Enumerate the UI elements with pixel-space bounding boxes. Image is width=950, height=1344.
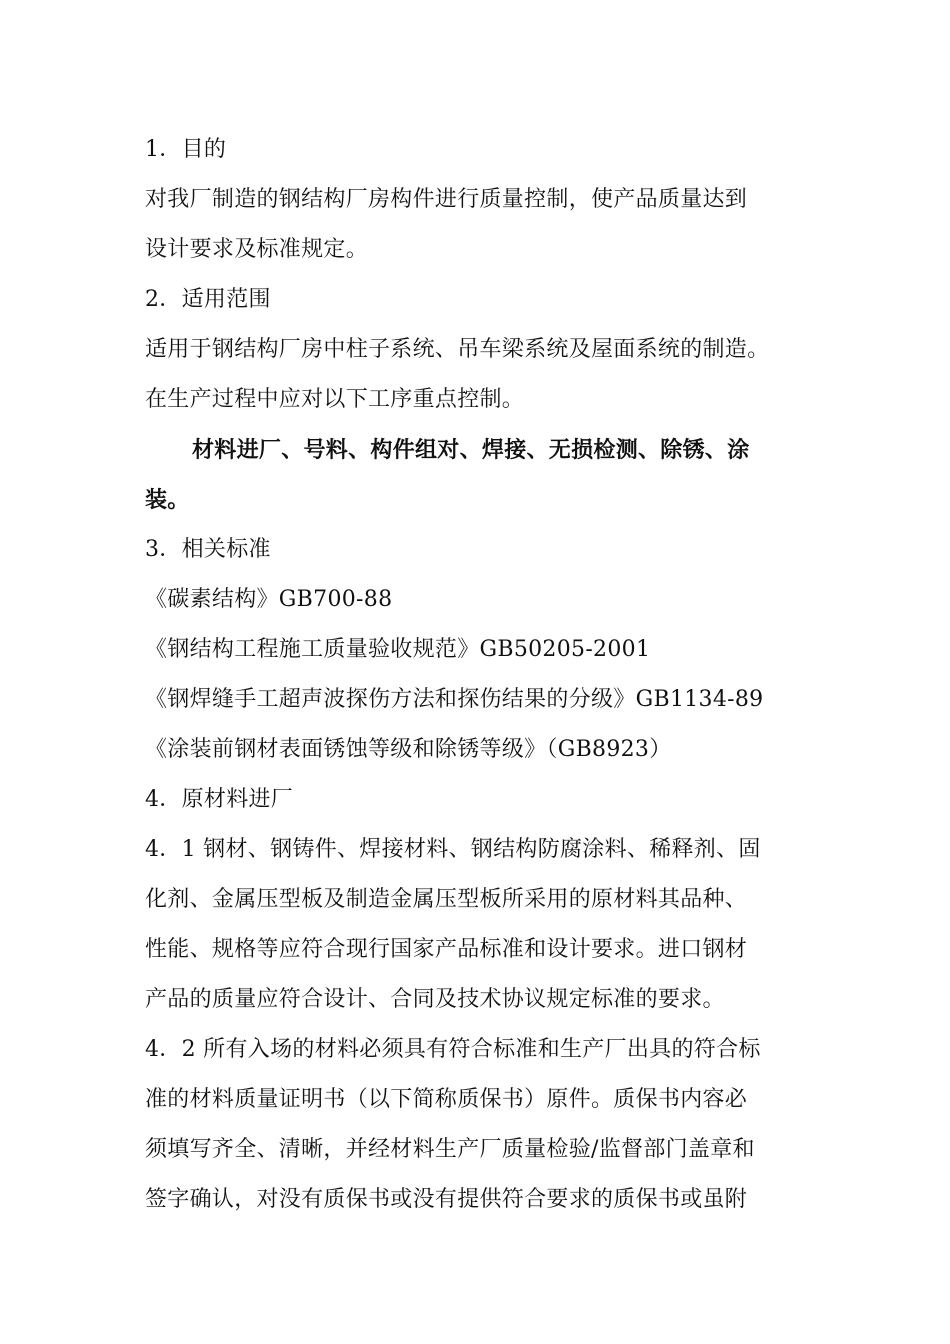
paragraph-line: 须填写齐全、清晰，并经材料生产厂质量检验/监督部门盖章和 xyxy=(145,1137,755,1162)
paragraph-line: 产品的质量应符合设计、合同及技术协议规定标准的要求。 xyxy=(145,987,725,1012)
key-process-line: 装。 xyxy=(145,487,190,513)
section-3-heading: 3．相关标准 xyxy=(145,537,271,562)
paragraph-line: 在生产过程中应对以下工序重点控制。 xyxy=(145,387,525,412)
standard-item: 《钢结构工程施工质量验收规范》GB50205-2001 xyxy=(145,637,651,662)
section-4-heading: 4．原材料进厂 xyxy=(145,787,294,812)
paragraph-line: 设计要求及标准规定。 xyxy=(145,237,369,262)
key-process-line: 材料进厂、号料、构件组对、焊接、无损检测、除锈、涂 xyxy=(192,437,750,463)
paragraph-line: 4．1 钢材、钢铸件、焊接材料、钢结构防腐涂料、稀释剂、固 xyxy=(145,837,761,862)
paragraph-line: 签字确认，对没有质保书或没有提供符合要求的质保书或虽附 xyxy=(145,1187,748,1212)
paragraph-line: 对我厂制造的钢结构厂房构件进行质量控制，使产品质量达到 xyxy=(145,187,748,212)
standard-item: 《钢焊缝手工超声波探伤方法和探伤结果的分级》GB1134-89 xyxy=(145,687,764,712)
section-1-heading: 1．目的 xyxy=(145,137,227,162)
paragraph-line: 化剂、金属压型板及制造金属压型板所采用的原材料其品种、 xyxy=(145,887,748,912)
paragraph-line: 4．2 所有入场的材料必须具有符合标准和生产厂出具的符合标 xyxy=(145,1037,761,1062)
section-2-heading: 2．适用范围 xyxy=(145,287,271,312)
paragraph-line: 准的材料质量证明书（以下简称质保书）原件。质保书内容必 xyxy=(145,1087,748,1112)
standard-item: 《涂装前钢材表面锈蚀等级和除锈等级》（GB8923） xyxy=(145,737,672,762)
standard-item: 《碳素结构》GB700-88 xyxy=(145,587,393,612)
paragraph-line: 性能、规格等应符合现行国家产品标准和设计要求。进口钢材 xyxy=(145,937,748,962)
paragraph-line: 适用于钢结构厂房中柱子系统、吊车梁系统及屋面系统的制造。 xyxy=(145,337,770,362)
